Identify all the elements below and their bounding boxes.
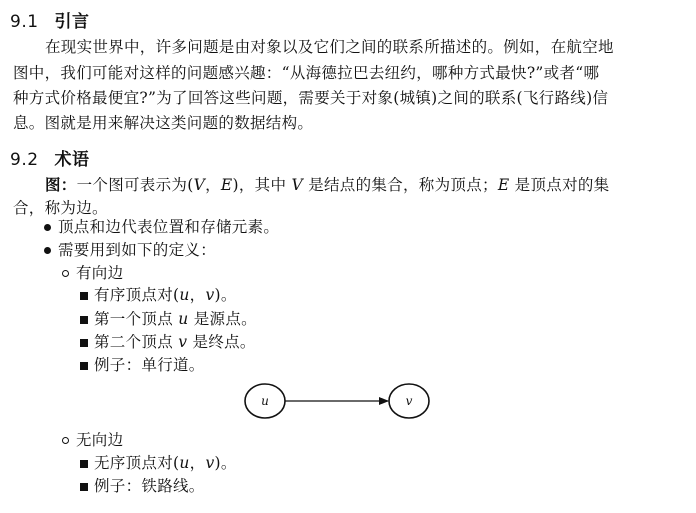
paragraph-line: 图中，我们可能对这样的问题感兴趣：“从海德拉巴去纽约，哪种方式最快?”或者“哪 (13, 64, 600, 82)
paragraph-line: 在现实世界中，许多问题是由对象以及它们之间的联系所描述的。例如，在航空地 (45, 38, 614, 56)
section-title: 术语 (54, 150, 90, 170)
list-item-undirected: 无向边 (76, 431, 124, 449)
section-title: 引言 (54, 12, 90, 32)
directed-edge-diagram (0, 373, 696, 433)
bullet-ring-icon (62, 270, 69, 277)
definition-line: 合，称为边。 (13, 199, 108, 217)
node-u-label: u (261, 394, 269, 408)
list-item: 顶点和边代表位置和存储元素。 (58, 218, 280, 236)
paragraph-line: 种方式价格最便宜?”为了回答这些问题，需要关于对象(城镇)之间的联系(飞行路线)信 (13, 89, 609, 107)
node-v-label: v (405, 394, 413, 408)
section-heading-9-1 (10, 7, 90, 32)
bullet-square-icon (80, 292, 88, 300)
list-item: 第一个顶点 u 是源点。 (94, 310, 257, 328)
definition-label: 图： (45, 175, 77, 194)
list-item: 需要用到如下的定义： (58, 241, 217, 259)
list-item-directed: 有向边 (76, 264, 124, 282)
section-number: 9.2 (10, 150, 39, 170)
bullet-square-icon (80, 316, 88, 324)
list-item: 例子：铁路线。 (94, 477, 205, 495)
list-item: 无序顶点对(u，v)。 (94, 454, 237, 472)
bullet-square-icon (80, 483, 88, 491)
section-heading-9-2 (10, 145, 90, 170)
bullet-square-icon (80, 362, 88, 370)
bullet-dot-icon (44, 247, 51, 254)
paragraph-line: 息。图就是用来解决这类问题的数据结构。 (13, 114, 314, 132)
bullet-ring-icon (62, 437, 69, 444)
list-item: 例子：单行道。 (94, 356, 205, 374)
section-number: 9.1 (10, 12, 39, 32)
list-item: 第二个顶点 v 是终点。 (94, 333, 256, 351)
list-item: 有序顶点对(u，v)。 (94, 286, 237, 304)
bullet-dot-icon (44, 224, 51, 231)
definition-line: 图：一个图可表示为(V，E)，其中 V 是结点的集合，称为顶点；E 是顶点对的集 (45, 175, 610, 194)
bullet-square-icon (80, 460, 88, 468)
bullet-square-icon (80, 339, 88, 347)
